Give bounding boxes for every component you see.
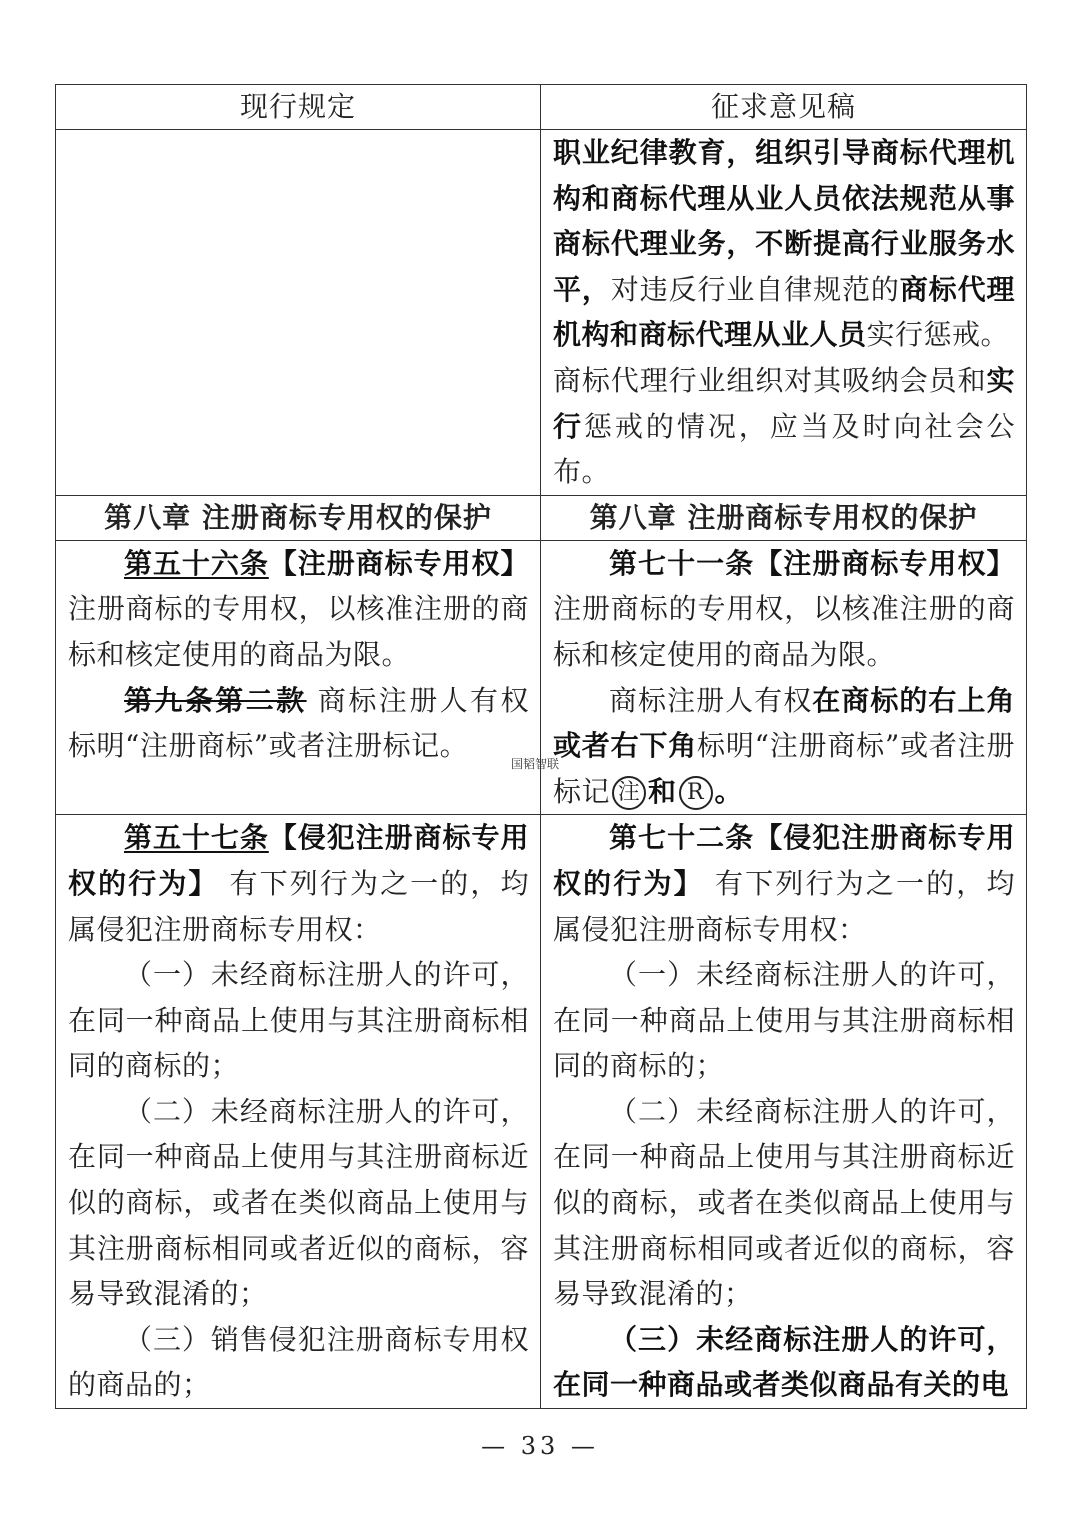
row1-right-cell bbox=[541, 130, 1027, 496]
article-text: 注册商标的专用权，以核准注册的商标和核定使用的商品为限。 bbox=[68, 592, 529, 671]
row3-right-cell bbox=[541, 815, 1027, 1409]
article-paragraph bbox=[68, 678, 529, 769]
article-text: 有下列行为之一的，均属侵犯注册商标专用权： bbox=[553, 866, 1015, 946]
list-item: （二）未经商标注册人的许可，在同一种商品上使用与其注册商标近似的商标，或者在类似商品上使用与其注册商标相同或者近似的商标，容易导致混淆的； bbox=[553, 1094, 1015, 1311]
table-header-row bbox=[56, 85, 1027, 130]
registered-mark-r-icon: R bbox=[679, 776, 713, 810]
deleted-reference: 第九条第二款 bbox=[124, 683, 307, 717]
comparison-table bbox=[55, 84, 1027, 1409]
row2-left-cell bbox=[56, 540, 541, 815]
registered-mark-zhu-icon: 注 bbox=[612, 776, 646, 810]
page-number: — 33 — bbox=[481, 1432, 599, 1460]
article-paragraph bbox=[553, 815, 1015, 952]
article-number: 第五十七条 bbox=[124, 821, 269, 855]
chapter-row bbox=[56, 495, 1027, 540]
text-run: 职业纪律教育，组织引导商标代理机构和商标代理从业人员依法规范从事商标代理业务，不断提高行业服务水平， bbox=[553, 136, 1015, 306]
list-item: （三）销售侵犯注册商标专用权的商品的； bbox=[68, 1322, 529, 1402]
text-run: 标明“注册商标”或者注册标记 bbox=[553, 729, 1015, 808]
article-paragraph bbox=[68, 815, 529, 952]
article-number: 第七十一条 bbox=[609, 546, 755, 580]
table-row bbox=[56, 130, 1027, 496]
chapter-title-left: 第八章 注册商标专用权的保护 bbox=[56, 495, 541, 540]
text-run: 商标注册人有权 bbox=[609, 683, 813, 717]
article-number: 第五十六条 bbox=[124, 546, 269, 580]
text-run: 商标代理机构和商标代理从业人员 bbox=[553, 272, 1015, 352]
row2-right-cell bbox=[541, 540, 1027, 815]
article-text: 注册商标的专用权，以核准注册的商标和核定使用的商品为限。 bbox=[553, 592, 1015, 671]
row1-right-paragraph-2 bbox=[553, 358, 1015, 495]
article-title: 【注册商标专用权】 bbox=[754, 546, 1015, 580]
article-text: 有下列行为之一的，均属侵犯注册商标专用权： bbox=[68, 866, 529, 946]
list-item: （一）未经商标注册人的许可，在同一种商品上使用与其注册商标相同的商标的； bbox=[68, 958, 529, 1083]
list-item: （三）未经商标注册人的许可，在同一种商品或者类似商品有关的电 bbox=[553, 1322, 1015, 1402]
text-run: 在商标的右上角或者右下角 bbox=[553, 683, 1015, 763]
text-run: 对违反行业自律规范的 bbox=[610, 272, 900, 306]
row1-right-paragraph bbox=[553, 130, 1015, 358]
table-row bbox=[56, 540, 1027, 815]
article-paragraph bbox=[553, 678, 1015, 815]
row1-left-cell bbox=[56, 130, 541, 496]
text-run: 实行 bbox=[553, 363, 1015, 443]
list-item: （一）未经商标注册人的许可，在同一种商品上使用与其注册商标相同的商标的； bbox=[553, 958, 1015, 1083]
text-run: 和 bbox=[648, 774, 677, 808]
article-title: 【注册商标专用权】 bbox=[268, 546, 529, 580]
table-row bbox=[56, 815, 1027, 1409]
text-run: 惩戒的情况，应当及时向社会公布。 bbox=[553, 409, 1015, 489]
article-number: 第七十二条 bbox=[609, 821, 755, 855]
text-run: 。 bbox=[714, 774, 744, 808]
article-paragraph bbox=[68, 541, 529, 678]
article-paragraph bbox=[553, 541, 1015, 678]
article-title: 【侵犯注册商标专用权的行为】 bbox=[68, 821, 529, 900]
article-title: 【侵犯注册商标专用权的行为】 bbox=[553, 821, 1015, 900]
text-run: 商标代理行业组织对其吸纳会员和 bbox=[553, 363, 987, 397]
chapter-title-right: 第八章 注册商标专用权的保护 bbox=[541, 495, 1027, 540]
list-item: （二）未经商标注册人的许可，在同一种商品上使用与其注册商标近似的商标，或者在类似商品上使用与其注册商标相同或者近似的商标，容易导致混淆的； bbox=[68, 1094, 529, 1311]
article-text: 商标注册人有权标明“注册商标”或者注册标记。 bbox=[68, 683, 529, 763]
header-draft: 征求意见稿 bbox=[541, 85, 1027, 130]
row3-left-cell bbox=[56, 815, 541, 1409]
text-run: 实行惩戒。 bbox=[866, 318, 1010, 352]
watermark: 国韬智联 bbox=[511, 757, 560, 771]
header-current-rules: 现行规定 bbox=[56, 85, 541, 130]
